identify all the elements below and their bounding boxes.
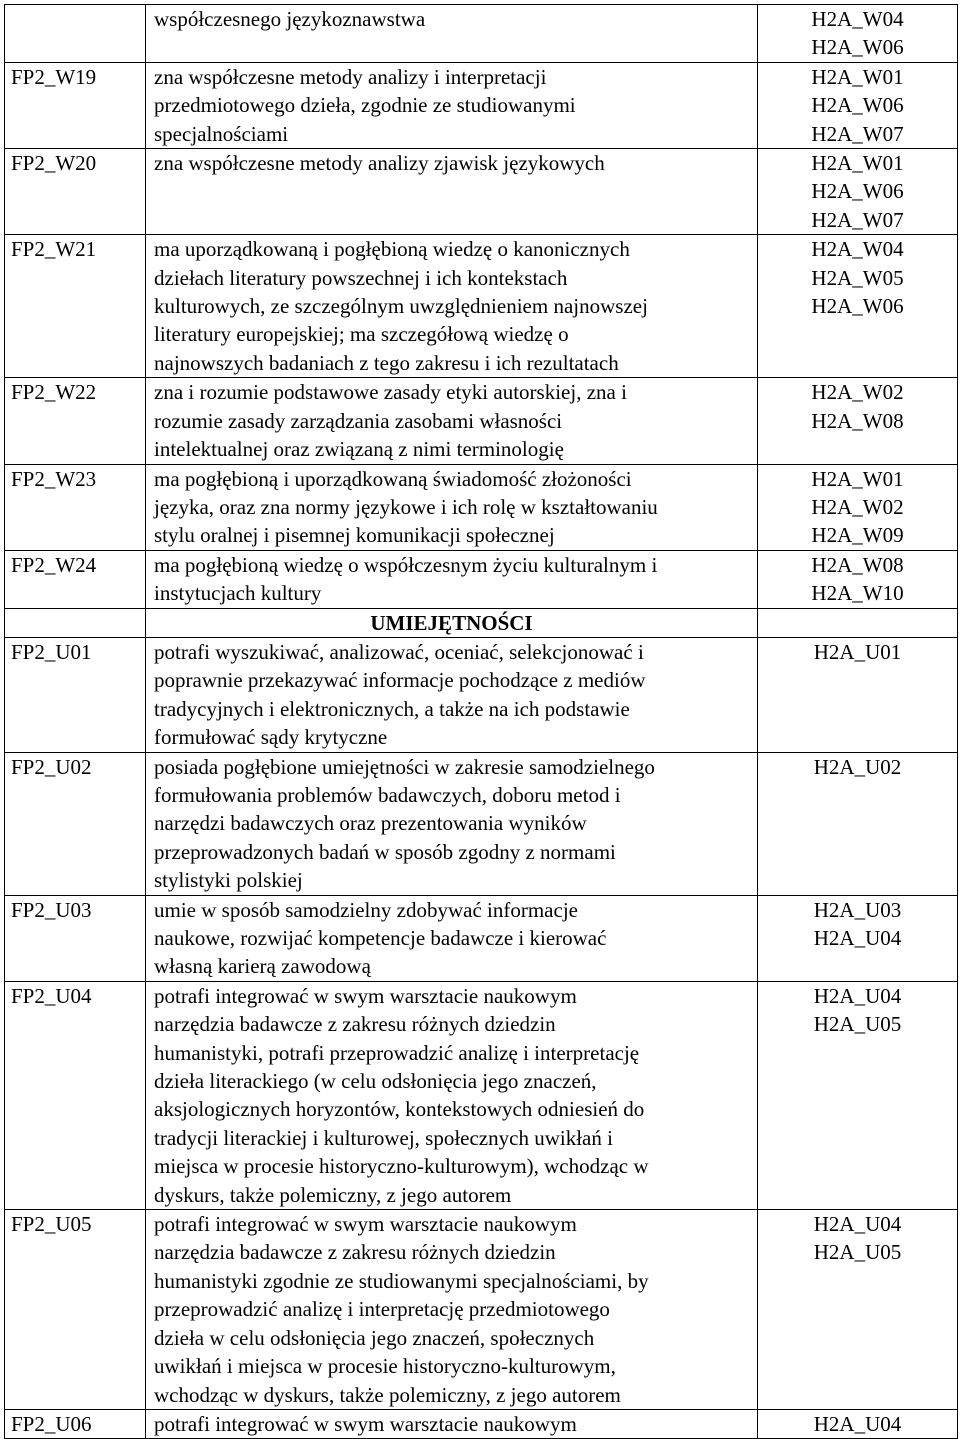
outcome-code: FP2_U05: [5, 1210, 146, 1410]
outcome-description: ma pogłębioną wiedzę o współczesnym życiu kulturalnym i instytucjach kultury: [146, 550, 758, 608]
outcome-description: ma uporządkowaną i pogłębioną wiedzę o kanonicznych dziełach literatury powszechnej i ich kontekstach kulturowych, ze szczególnym uwzględnieniem najnowszej literatury europejskiej; ma szczegółową wiedzę o najnowszych badaniach z tego zakresu i ich rezultatach: [146, 235, 758, 378]
outcome-reference: H2A_U03 H2A_U04: [758, 895, 958, 981]
outcome-reference: H2A_U02: [758, 752, 958, 895]
outcome-reference: H2A_W04 H2A_W06: [758, 5, 958, 63]
outcome-reference: H2A_U04 H2A_U05: [758, 981, 958, 1209]
outcome-description: potrafi integrować w swym warsztacie naukowym narzędzia badawcze z zakresu różnych dziedzin humanistyki, potrafi przeprowadzić analizę i interpretację dzieła literackiego (w celu odsłonięcia jego znaczeń, aksjologicznych horyzontów, kontekstowych odniesień do tradycji literackiej i kulturowej, społecznych uwikłań i miejsca w procesie historyczno-kulturowym), wchodząc w dyskurs, także polemiczny, z jego autorem: [146, 981, 758, 1209]
outcome-reference: H2A_W01 H2A_W02 H2A_W09: [758, 464, 958, 550]
outcome-code: [5, 5, 146, 63]
table-row: [5, 1409, 958, 1438]
outcome-code: FP2_U04: [5, 981, 146, 1209]
outcome-reference: H2A_W01 H2A_W06 H2A_W07: [758, 149, 958, 235]
outcome-description: zna i rozumie podstawowe zasady etyki autorskiej, zna i rozumie zasady zarządzania zasobami własności intelektualnej oraz związaną z nimi terminologię: [146, 378, 758, 464]
outcome-code: FP2_W21: [5, 235, 146, 378]
outcome-reference: H2A_W01 H2A_W06 H2A_W07: [758, 62, 958, 148]
empty-cell: [758, 608, 958, 637]
outcome-code: FP2_W22: [5, 378, 146, 464]
outcome-reference: H2A_W08 H2A_W10: [758, 550, 958, 608]
outcome-code: FP2_W23: [5, 464, 146, 550]
table-row: [5, 895, 958, 981]
table-row: [5, 1210, 958, 1410]
table-row: [5, 550, 958, 608]
outcome-description: potrafi integrować w swym warsztacie naukowym narzędzia badawcze z zakresu różnych dziedzin humanistyki zgodnie ze studiowanymi specjalnościami, by przeprowadzić analizę i interpretację przedmiotowego dzieła w celu odsłonięcia jego znaczeń, społecznych uwikłań i miejsca w procesie historyczno-kulturowym, wchodząc w dyskurs, także polemiczny, z jego autorem: [146, 1210, 758, 1410]
table-row: [5, 378, 958, 464]
learning-outcomes-table: [4, 4, 958, 1439]
outcome-description: zna współczesne metody analizy i interpretacji przedmiotowego dzieła, zgodnie ze studiowanymi specjalnościami: [146, 62, 758, 148]
outcome-code: FP2_W20: [5, 149, 146, 235]
section-heading-row: [5, 608, 958, 637]
table-row: [5, 464, 958, 550]
outcome-code: FP2_W19: [5, 62, 146, 148]
empty-cell: [5, 608, 146, 637]
table-row: [5, 235, 958, 378]
outcome-reference: H2A_U01: [758, 637, 958, 752]
outcome-description: współczesnego językoznawstwa: [146, 5, 758, 63]
table-row: [5, 149, 958, 235]
outcome-reference: H2A_W02 H2A_W08: [758, 378, 958, 464]
table-row: [5, 637, 958, 752]
outcome-reference: H2A_W04 H2A_W05 H2A_W06: [758, 235, 958, 378]
outcome-description: potrafi wyszukiwać, analizować, oceniać, selekcjonować i poprawnie przekazywać informacje pochodzące z mediów tradycyjnych i elektronicznych, a także na ich podstawie formułować sądy krytyczne: [146, 637, 758, 752]
outcome-code: FP2_U01: [5, 637, 146, 752]
outcome-code: FP2_W24: [5, 550, 146, 608]
outcome-code: FP2_U03: [5, 895, 146, 981]
outcome-code: FP2_U06: [5, 1409, 146, 1438]
table-row: [5, 5, 958, 63]
outcome-reference: H2A_U04 H2A_U05: [758, 1210, 958, 1410]
outcome-description: zna współczesne metody analizy zjawisk językowych: [146, 149, 758, 235]
outcome-description: posiada pogłębione umiejętności w zakresie samodzielnego formułowania problemów badawczych, doboru metod i narzędzi badawczych oraz prezentowania wyników przeprowadzonych badań w sposób zgodny z normami stylistyki polskiej: [146, 752, 758, 895]
table-row: [5, 981, 958, 1209]
outcome-code: FP2_U02: [5, 752, 146, 895]
outcome-description: potrafi integrować w swym warsztacie naukowym: [146, 1409, 758, 1438]
outcome-reference: H2A_U04: [758, 1409, 958, 1438]
table-row: [5, 752, 958, 895]
outcome-description: ma pogłębioną i uporządkowaną świadomość złożoności języka, oraz zna normy językowe i ich rolę w kształtowaniu stylu oralnej i pisemnej komunikacji społecznej: [146, 464, 758, 550]
outcome-description: umie w sposób samodzielny zdobywać informacje naukowe, rozwijać kompetencje badawcze i kierować własną karierą zawodową: [146, 895, 758, 981]
table-row: [5, 62, 958, 148]
section-heading: UMIEJĘTNOŚCI: [146, 608, 758, 637]
